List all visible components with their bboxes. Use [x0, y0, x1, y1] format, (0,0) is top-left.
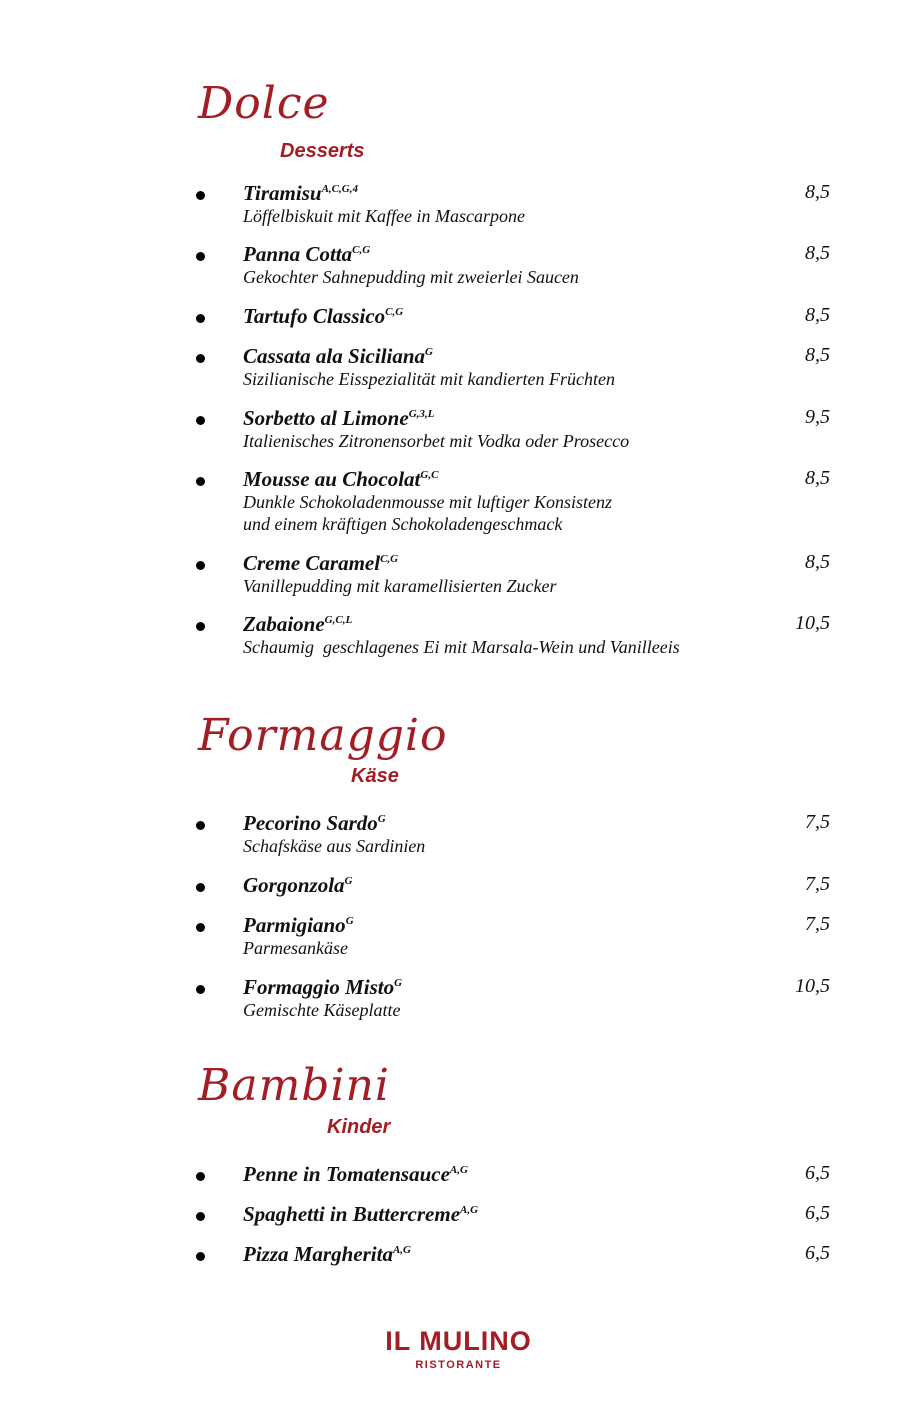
item-name-text: Cassata ala Siciliana [243, 344, 426, 368]
item-name-text: Creme Caramel [243, 551, 381, 575]
bullet-icon [196, 622, 205, 631]
allergen-codes: A,G [460, 1204, 479, 1216]
item-name-text: Tiramisu [243, 181, 322, 205]
item-name [243, 1242, 411, 1267]
item-price: 8,5 [805, 304, 830, 326]
item-name [243, 551, 398, 576]
item-name-text: Pizza Margherita [243, 1242, 393, 1266]
item-name [243, 873, 352, 898]
allergen-codes: G [425, 346, 433, 358]
item-name [243, 304, 403, 329]
item-name-text: Mousse au Chocolat [243, 467, 421, 491]
allergen-codes: G [394, 977, 403, 989]
item-price: 7,5 [805, 913, 830, 935]
bullet-icon [196, 883, 205, 892]
bullet-icon [196, 821, 205, 830]
item-name-text: Zabaione [243, 612, 325, 636]
item-name [243, 181, 358, 206]
allergen-codes: C,G [352, 244, 371, 256]
item-description: Gemischte Käseplatte [243, 1000, 401, 1020]
allergen-codes: G,3,L [408, 408, 435, 420]
item-name-text: Parmigiano [243, 913, 346, 937]
allergen-codes: A,C,G,4 [321, 183, 358, 195]
item-name-text: Pecorino Sardo [243, 811, 378, 835]
item-name [243, 1162, 468, 1187]
item-price: 8,5 [805, 181, 830, 203]
allergen-codes: G [345, 915, 354, 927]
item-price: 10,5 [795, 612, 830, 634]
bullet-icon [196, 252, 205, 261]
item-price: 6,5 [805, 1242, 830, 1264]
bullet-icon [196, 354, 205, 363]
logo-tagline: RISTORANTE [415, 1359, 502, 1371]
item-name [243, 811, 386, 836]
bullet-icon [196, 1252, 205, 1261]
item-name [243, 913, 354, 938]
bullet-icon [196, 985, 205, 994]
item-name-text: Formaggio Misto [243, 975, 395, 999]
item-name-text: Penne in Tomatensauce [243, 1162, 450, 1186]
bullet-icon [196, 416, 205, 425]
bullet-icon [196, 923, 205, 932]
allergen-codes: G,C [420, 469, 439, 481]
bullet-icon [196, 561, 205, 570]
item-name [243, 406, 434, 431]
item-price: 8,5 [805, 344, 830, 366]
bullet-icon [196, 191, 205, 200]
item-price: 10,5 [795, 975, 830, 997]
logo-name: IL MULINO [385, 1326, 532, 1356]
item-name-text: Tartufo Classico [243, 304, 386, 328]
allergen-codes: G [377, 813, 386, 825]
section-title-bambini: Bambini [198, 1060, 390, 1111]
item-name-text: Gorgonzola [243, 873, 345, 897]
section-subtitle-kinder: Kinder [327, 1116, 391, 1138]
section-title-dolce: Dolce [198, 78, 330, 129]
item-name-text: Panna Cotta [243, 242, 353, 266]
item-name [243, 344, 433, 369]
item-name [243, 975, 402, 1000]
allergen-codes: G [344, 875, 353, 887]
item-name [243, 1202, 478, 1227]
item-description: Gekochter Sahnepudding mit zweierlei Saucen [243, 267, 579, 287]
allergen-codes: C,G [380, 553, 399, 565]
item-name-text: Sorbetto al Limone [243, 406, 409, 430]
item-price: 8,5 [805, 551, 830, 573]
bullet-icon [196, 1212, 205, 1221]
item-price: 6,5 [805, 1202, 830, 1224]
bullet-icon [196, 477, 205, 486]
bullet-icon [196, 1172, 205, 1181]
item-description: Sizilianische Eisspezialität mit kandierten Früchten [243, 369, 615, 389]
item-name-text: Spaghetti in Buttercreme [243, 1202, 461, 1226]
item-description: Schafskäse aus Sardinien [243, 836, 426, 856]
item-price: 6,5 [805, 1162, 830, 1184]
item-name [243, 612, 352, 637]
item-name [243, 242, 370, 267]
allergen-codes: A,G [449, 1164, 468, 1176]
item-description: Schaumig geschlagenes Ei mit Marsala-Wein und Vanilleeis [243, 637, 680, 657]
allergen-codes: A,G [392, 1244, 411, 1256]
item-description: Italienisches Zitronensorbet mit Vodka oder Prosecco [243, 431, 630, 451]
item-price: 8,5 [805, 467, 830, 489]
section-subtitle-desserts: Desserts [280, 140, 365, 162]
allergen-codes: G,C,L [324, 614, 353, 626]
item-price: 7,5 [805, 873, 830, 895]
item-description: Löffelbiskuit mit Kaffee in Mascarpone [243, 206, 525, 226]
section-title-formaggio: Formaggio [198, 710, 448, 761]
item-description: Dunkle Schokoladenmousse mit luftiger Konsistenz und einem kräftigen Schokoladengeschmack [243, 492, 612, 534]
bullet-icon [196, 314, 205, 323]
item-price: 9,5 [805, 406, 830, 428]
allergen-codes: C,G [385, 306, 404, 318]
item-name [243, 467, 438, 492]
section-subtitle-kaese: Käse [351, 765, 399, 787]
item-price: 8,5 [805, 242, 830, 264]
item-price: 7,5 [805, 811, 830, 833]
item-description: Vanillepudding mit karamellisierten Zucker [243, 576, 557, 596]
item-description: Parmesankäse [243, 938, 348, 958]
